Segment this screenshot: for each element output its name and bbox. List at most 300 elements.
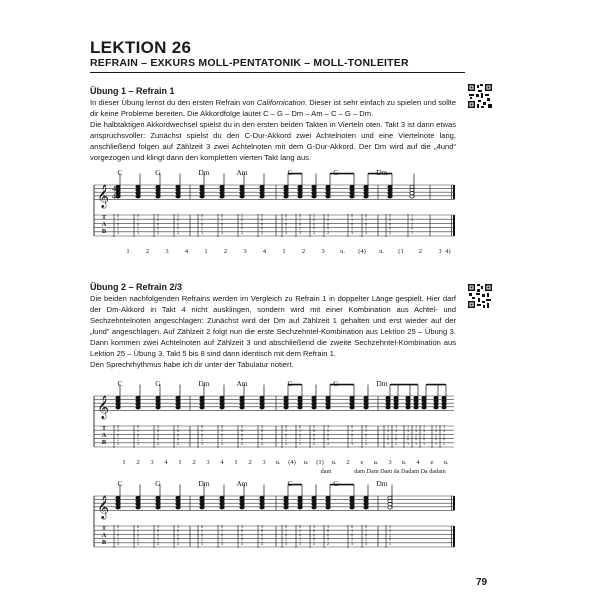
note-head xyxy=(156,185,160,188)
tab-fret-number: 1 xyxy=(364,217,368,223)
tab-fret-number: 1 xyxy=(410,213,414,218)
note-head xyxy=(326,396,330,399)
note-head xyxy=(220,195,224,198)
note-head xyxy=(200,185,204,188)
tab-fret-number: 2 xyxy=(364,436,368,442)
note-head xyxy=(220,496,224,499)
tab-fret-number: 0 xyxy=(260,217,264,223)
note-head xyxy=(284,499,288,502)
tab-fret-number: 1 xyxy=(136,217,140,223)
tab-fret-number: 0 xyxy=(350,532,354,538)
tab-fret-number: 2 xyxy=(284,225,288,231)
note-head xyxy=(136,188,140,191)
rhythm-syllable: dam xyxy=(320,468,332,475)
note-head xyxy=(442,403,446,406)
tab-fret-number: 1 xyxy=(284,528,288,534)
note-head xyxy=(298,503,302,506)
note-head xyxy=(284,396,288,399)
tab-fret-number: 3 xyxy=(326,213,330,218)
tab-fret-number: 1 xyxy=(200,428,204,434)
tab-fret-number: 0 xyxy=(116,532,120,538)
tab-fret-number: 1 xyxy=(394,424,398,429)
tab-fret-number: 0 xyxy=(386,436,390,442)
tab-fret-number: 2 xyxy=(364,225,368,231)
tab-fret-number: 0 xyxy=(176,225,180,231)
note-head xyxy=(260,185,264,188)
note-head xyxy=(422,399,426,402)
note-head xyxy=(326,185,330,188)
tab-fret-number: 2 xyxy=(326,440,330,446)
tab-fret-number: 0 xyxy=(284,524,288,529)
note-head xyxy=(284,403,288,406)
note-head xyxy=(156,503,160,506)
note-head xyxy=(394,396,398,399)
count-label: 2 xyxy=(248,459,252,466)
note-head xyxy=(298,195,302,198)
tab-fret-number: 2 xyxy=(442,432,446,438)
tab-fret-number: 0 xyxy=(414,436,418,442)
note-head xyxy=(364,192,368,195)
tab-fret-number: 0 xyxy=(240,532,244,538)
tab-fret-number: 0 xyxy=(260,532,264,538)
note-head xyxy=(220,403,224,406)
tab-fret-number: 0 xyxy=(350,213,354,218)
tab-fret-number: 3 xyxy=(200,540,204,546)
chord-symbol: G xyxy=(333,479,339,488)
tab-fret-number: 1 xyxy=(394,440,398,446)
chord-symbol: Am xyxy=(236,379,248,388)
chord-symbol: C xyxy=(287,168,293,177)
tab-fret-number: 1 xyxy=(200,217,204,223)
page-number: 79 xyxy=(476,577,488,588)
note-head xyxy=(116,406,120,409)
tab-fret-number: 0 xyxy=(326,432,330,438)
note-head xyxy=(220,399,224,402)
tab-fret-number: 0 xyxy=(326,428,330,434)
tab-fret-number: 3 xyxy=(220,229,224,235)
note-head xyxy=(434,403,438,406)
tab-fret-number: 3 xyxy=(284,440,288,446)
tab-fret-number: 0 xyxy=(312,221,316,227)
note-beam xyxy=(426,384,446,386)
note-head xyxy=(156,396,160,399)
tab-fret-number: 3 xyxy=(312,213,316,218)
note-beam xyxy=(390,384,418,386)
note-head xyxy=(240,188,244,191)
note-head xyxy=(298,496,302,499)
tab-fret-number: 0 xyxy=(156,432,160,438)
tab-fret-number: 1 xyxy=(298,217,302,223)
note-head xyxy=(414,399,418,402)
count-label: 3 xyxy=(243,248,247,255)
tab-fret-number: 3 xyxy=(176,213,180,218)
tab-fret-number: 3 xyxy=(156,524,160,529)
tab-fret-number: 2 xyxy=(240,440,244,446)
note-head xyxy=(116,503,120,506)
tab-fret-number: 2 xyxy=(284,536,288,542)
tab-fret-number: 1 xyxy=(220,428,224,434)
note-head xyxy=(388,195,392,198)
tab-fret-number: 3 xyxy=(136,440,140,446)
tab-fret-number: 0 xyxy=(176,532,180,538)
count-label: 4 xyxy=(416,459,420,466)
tab-fret-number: 2 xyxy=(388,532,392,538)
tab-fret-number: 0 xyxy=(240,428,244,434)
tab-fret-number: 1 xyxy=(422,424,426,429)
note-head xyxy=(176,399,180,402)
tab-fret-number: 2 xyxy=(116,436,120,442)
note-head xyxy=(176,499,180,502)
tab-fret-number: 0 xyxy=(220,213,224,218)
tab-fret-number: 0 xyxy=(312,225,316,231)
tab-fret-number: 0 xyxy=(176,536,180,542)
tab-fret-number: 1 xyxy=(388,540,392,546)
note-head xyxy=(136,403,140,406)
note-head xyxy=(410,185,414,188)
tab-fret-number: 0 xyxy=(176,221,180,227)
exercise-1-text-b: . Dieser ist sehr einfach zu spielen und sollte dir keine Probleme bereiten. Die Akkordfolge lautet C – G – Dm – Am – C – G – Dm. xyxy=(90,98,456,118)
note-head xyxy=(442,406,446,409)
tab-fret-number: 3 xyxy=(442,428,446,434)
tab-fret-number: 0 xyxy=(284,432,288,438)
tab-fret-number: 1 xyxy=(200,528,204,534)
tab-fret-number: 1 xyxy=(388,524,392,529)
title-divider xyxy=(90,72,465,73)
tab-fret-number: 3 xyxy=(422,428,426,434)
tab-fret-number: 0 xyxy=(156,436,160,442)
note-head xyxy=(220,396,224,399)
note-head xyxy=(410,188,414,191)
tab-fret-number: 3 xyxy=(394,428,398,434)
count-label: 4) xyxy=(445,248,451,255)
tab-label: T xyxy=(101,214,107,221)
note-head xyxy=(240,192,244,195)
note-head xyxy=(116,192,120,195)
note-head xyxy=(240,503,244,506)
note-head xyxy=(442,396,446,399)
note-head xyxy=(136,499,140,502)
note-head xyxy=(388,192,392,195)
tab-fret-number: 0 xyxy=(326,221,330,227)
tab-fret-number: 0 xyxy=(312,532,316,538)
tab-fret-number: 0 xyxy=(364,432,368,438)
tab-fret-number: 2 xyxy=(220,536,224,542)
note-head xyxy=(414,406,418,409)
tab-label: A xyxy=(101,432,107,439)
tab-fret-number: 0 xyxy=(298,432,302,438)
count-label: 2 xyxy=(223,248,228,255)
tab-fret-number: 0 xyxy=(240,536,244,542)
tab-fret-number: 3 xyxy=(350,440,354,446)
note-head xyxy=(176,506,180,509)
note-head xyxy=(326,506,330,509)
tab-fret-number: 0 xyxy=(200,213,204,218)
tab-fret-number: 0 xyxy=(284,424,288,429)
tab-fret-number: 0 xyxy=(156,536,160,542)
tab-fret-number: 2 xyxy=(312,440,316,446)
count-label: u. xyxy=(401,459,407,466)
tab-fret-number: 3 xyxy=(136,540,140,546)
count-label: 1 xyxy=(126,248,130,255)
tab-fret-number: 1 xyxy=(434,440,438,446)
note-head xyxy=(312,399,316,402)
note-head xyxy=(434,399,438,402)
note-head xyxy=(284,195,288,198)
tab-fret-number: 2 xyxy=(136,436,140,442)
note-head xyxy=(176,185,180,188)
tab-fret-number: 1 xyxy=(386,424,390,429)
note-head xyxy=(220,499,224,502)
count-label: 1 xyxy=(204,248,208,255)
tab-fret-number: 1 xyxy=(422,440,426,446)
note-head xyxy=(284,503,288,506)
tab-fret-number: 0 xyxy=(220,532,224,538)
note-head xyxy=(136,503,140,506)
tab-fret-number: 0 xyxy=(312,217,316,223)
note-head xyxy=(176,496,180,499)
tab-fret-number: 1 xyxy=(406,440,410,446)
tab-fret-number: 3 xyxy=(410,217,414,223)
rhythm-syllables: dam Dam Dam da Dadam Da dadam xyxy=(354,468,446,475)
note-head xyxy=(298,185,302,188)
tab-fret-number: 0 xyxy=(260,428,264,434)
tab-fret-number: 0 xyxy=(326,225,330,231)
note-head xyxy=(312,188,316,191)
tab-fret-number: 0 xyxy=(116,524,120,529)
note-head xyxy=(414,403,418,406)
tab-label: B xyxy=(101,439,107,446)
tab-fret-number: 2 xyxy=(260,540,264,546)
tab-fret-number: 0 xyxy=(326,532,330,538)
note-head xyxy=(156,499,160,502)
tab-fret-number: 0 xyxy=(156,528,160,534)
tab-fret-number: 1 xyxy=(350,528,354,534)
note-head xyxy=(136,406,140,409)
lesson-subtitle: REFRAIN – EXKURS MOLL-PENTATONIK – MOLL-TONLEITER xyxy=(90,57,409,69)
note-head xyxy=(284,185,288,188)
note-head xyxy=(220,406,224,409)
count-label: 4 xyxy=(164,459,168,466)
tab-fret-number: 0 xyxy=(220,424,224,429)
tab-fret-number: 2 xyxy=(260,440,264,446)
note-head xyxy=(386,396,390,399)
count-label: e xyxy=(430,459,434,466)
note-head xyxy=(312,403,316,406)
tab-fret-number: 1 xyxy=(364,428,368,434)
tab-fret-number: 0 xyxy=(298,524,302,529)
tab-fret-number: 3 xyxy=(386,428,390,434)
note-head xyxy=(260,506,264,509)
tab-fret-number: 3 xyxy=(364,540,368,546)
exercise-2-text-b: Den Sprechrhythmus habe ich dir unter der Tabulatur notiert. xyxy=(90,360,294,369)
tab-fret-number: 2 xyxy=(200,225,204,231)
tab-fret-number: 3 xyxy=(240,424,244,429)
qr-code-icon[interactable] xyxy=(467,83,493,109)
exercise-2-text xyxy=(90,293,456,370)
tab-fret-number: 3 xyxy=(260,524,264,529)
note-head xyxy=(298,403,302,406)
note-head xyxy=(326,499,330,502)
note-head xyxy=(434,406,438,409)
tab-fret-number: 0 xyxy=(326,217,330,223)
treble-clef-icon: 𝄞 xyxy=(97,185,109,208)
note-head xyxy=(136,192,140,195)
tab-fret-number: 3 xyxy=(312,524,316,529)
tab-fret-number: 3 xyxy=(116,229,120,235)
tab-fret-number: 0 xyxy=(176,528,180,534)
count-label: u. xyxy=(373,459,379,466)
count-label: 2 xyxy=(346,459,350,466)
tab-fret-number: 3 xyxy=(176,424,180,429)
note-head xyxy=(364,503,368,506)
tab-fret-number: 0 xyxy=(394,436,398,442)
note-head xyxy=(386,406,390,409)
tab-fret-number: 3 xyxy=(156,424,160,429)
note-head xyxy=(156,195,160,198)
tab-fret-number: 3 xyxy=(434,428,438,434)
note-head xyxy=(350,396,354,399)
note-head xyxy=(298,192,302,195)
tab-fret-number: 1 xyxy=(298,528,302,534)
tab-fret-number: 0 xyxy=(156,217,160,223)
tab-fret-number: 0 xyxy=(136,524,140,529)
tab-fret-number: 0 xyxy=(364,524,368,529)
note-head xyxy=(350,185,354,188)
tab-fret-number: 0 xyxy=(364,213,368,218)
tab-fret-number: 0 xyxy=(260,536,264,542)
tab-fret-number: 0 xyxy=(220,524,224,529)
tab-fret-number: 0 xyxy=(284,532,288,538)
chord-symbol: G xyxy=(333,168,339,177)
tab-fret-number: 0 xyxy=(298,213,302,218)
note-head xyxy=(312,406,316,409)
tab-fret-number: 2 xyxy=(240,229,244,235)
tab-fret-number: 2 xyxy=(388,229,392,235)
count-label: u. xyxy=(340,248,345,255)
note-head xyxy=(156,496,160,499)
tab-fret-number: 1 xyxy=(386,440,390,446)
tab-fret-number: 0 xyxy=(260,432,264,438)
note-head xyxy=(284,506,288,509)
chord-symbol: G xyxy=(333,379,339,388)
tab-fret-number: 2 xyxy=(200,536,204,542)
exercise-1-text-a: In dieser Übung lernst du den ersten Refrain von xyxy=(90,98,257,107)
note-head xyxy=(434,396,438,399)
note-head xyxy=(260,192,264,195)
chord-symbol: G xyxy=(155,168,161,177)
note-head xyxy=(350,496,354,499)
note-head xyxy=(136,506,140,509)
note-head xyxy=(240,396,244,399)
note-head xyxy=(312,496,316,499)
tab-fret-number: 2 xyxy=(350,436,354,442)
note-head xyxy=(116,499,120,502)
tab-fret-number: 0 xyxy=(176,432,180,438)
count-label: 2 xyxy=(418,248,423,255)
note-head xyxy=(312,195,316,198)
note-head xyxy=(364,406,368,409)
qr-code-icon[interactable] xyxy=(467,283,493,309)
tab-fret-number: 0 xyxy=(240,221,244,227)
tab-fret-number: 0 xyxy=(220,432,224,438)
note-head xyxy=(116,506,120,509)
note-head xyxy=(116,403,120,406)
tab-fret-number: 0 xyxy=(240,436,244,442)
note-head xyxy=(298,406,302,409)
count-label: 3 xyxy=(321,248,325,255)
note-head xyxy=(200,396,204,399)
count-label: (4) xyxy=(288,459,296,466)
note-head xyxy=(220,192,224,195)
tab-fret-number: 3 xyxy=(116,440,120,446)
tab-fret-number: 2 xyxy=(156,440,160,446)
tab-fret-number: 2 xyxy=(414,432,418,438)
count-label: 2 xyxy=(301,248,306,255)
exercise-1-heading: Übung 1 – Refrain 1 xyxy=(90,86,175,96)
tab-fret-number: 3 xyxy=(220,540,224,546)
tab-fret-number: 0 xyxy=(240,432,244,438)
tab-fret-number: 2 xyxy=(176,229,180,235)
tab-fret-number: 3 xyxy=(240,213,244,218)
chord-symbol: G xyxy=(155,479,161,488)
note-head xyxy=(298,499,302,502)
tab-fret-number: 2 xyxy=(326,229,330,235)
note-head xyxy=(240,406,244,409)
count-label: u. xyxy=(443,459,449,466)
tab-fret-number: 0 xyxy=(326,436,330,442)
tab-fret-number: 2 xyxy=(350,536,354,542)
tab-fret-number: 1 xyxy=(284,428,288,434)
tab-fret-number: 3 xyxy=(136,229,140,235)
chord-symbol: C xyxy=(287,379,293,388)
note-head xyxy=(442,399,446,402)
tab-fret-number: 2 xyxy=(156,229,160,235)
note-head xyxy=(240,499,244,502)
note-head xyxy=(326,195,330,198)
note-head xyxy=(364,496,368,499)
tab-fret-number: 0 xyxy=(298,532,302,538)
tab-fret-number: 1 xyxy=(220,528,224,534)
note-head xyxy=(284,192,288,195)
count-label: (1) xyxy=(316,459,324,466)
note-head xyxy=(312,506,316,509)
tab-fret-number: 1 xyxy=(116,217,120,223)
tab-fret-number: 3 xyxy=(298,540,302,546)
tab-fret-number: 0 xyxy=(350,432,354,438)
tab-fret-number: 3 xyxy=(240,524,244,529)
tab-fret-number: 1 xyxy=(116,528,120,534)
tab-fret-number: 0 xyxy=(176,428,180,434)
tab-label: A xyxy=(101,532,107,539)
note-head xyxy=(200,195,204,198)
count-label: (1 xyxy=(398,248,404,255)
tab-fret-number: 2 xyxy=(312,229,316,235)
tab-fret-number: 0 xyxy=(442,436,446,442)
note-head xyxy=(156,192,160,195)
tab-fret-number: 2 xyxy=(394,432,398,438)
note-head xyxy=(200,403,204,406)
count-label: 3 xyxy=(150,459,154,466)
tab-fret-number: 3 xyxy=(388,213,392,218)
tab-fret-number: 0 xyxy=(434,436,438,442)
exercise-2-heading: Übung 2 – Refrain 2/3 xyxy=(90,282,183,292)
tab-fret-number: 0 xyxy=(312,428,316,434)
note-head xyxy=(388,188,392,191)
note-head xyxy=(284,406,288,409)
note-head xyxy=(240,403,244,406)
tab-fret-number: 2 xyxy=(284,436,288,442)
note-head xyxy=(386,399,390,402)
